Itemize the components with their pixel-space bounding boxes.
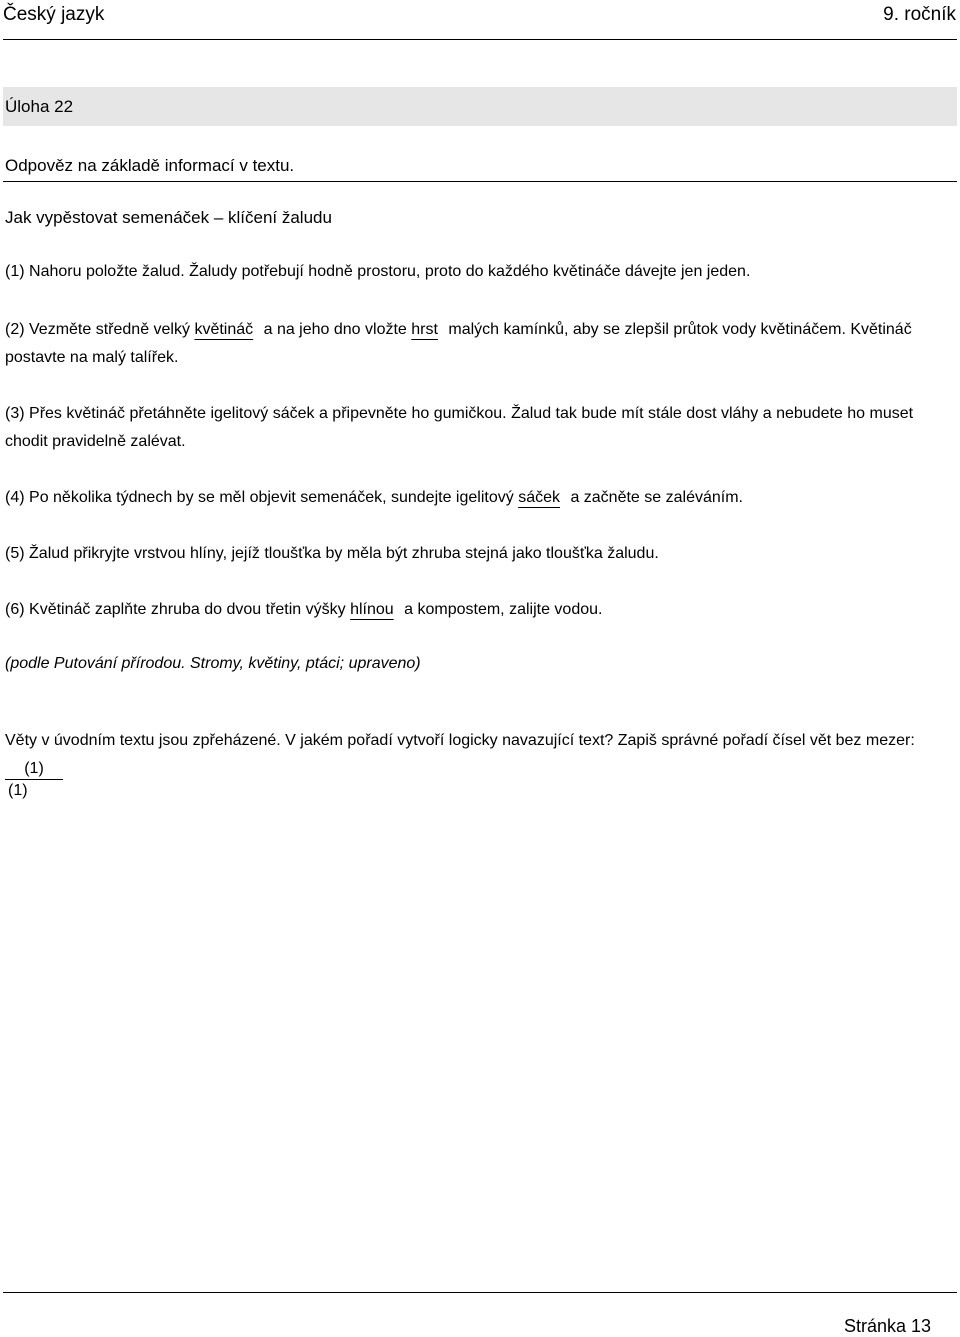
paragraph-6 — [5, 596, 955, 624]
task-instruction: Odpověz na základě informací v textu. — [5, 156, 295, 175]
paragraph-text: Po několika týdnech by se měl objevit semenáček, sundejte igelitový — [29, 489, 514, 506]
grade-label: 9. ročník — [883, 4, 956, 25]
paragraph-number: (3) — [5, 405, 25, 422]
paragraph-text: Květináč zaplňte zhruba do dvou třetin výšky — [29, 601, 346, 618]
underlined-word: hlínou — [350, 601, 394, 618]
answer-field[interactable]: (1) — [5, 759, 63, 780]
question-text: Věty v úvodním textu jsou zpřeházené. V jakém pořadí vytvoří logicky navazující text? Zapiš správné pořadí čísel vět bez mezer: — [5, 732, 915, 749]
question — [5, 727, 955, 783]
paragraph-text: malých kamínků, aby se zlepšil průtok vody květináčem. Květináč postavte na malý talířek. — [5, 321, 912, 366]
points-label: (1) — [8, 782, 28, 799]
task-title: Úloha 22 — [5, 97, 74, 116]
underlined-word: hrst — [411, 321, 438, 338]
subject-label: Český jazyk — [3, 4, 105, 25]
page-number: Stránka 13 — [843, 1316, 931, 1336]
footer-divider — [3, 1292, 957, 1293]
paragraph-5 — [5, 540, 955, 568]
paragraph-number: (6) — [5, 601, 25, 618]
paragraph-1 — [5, 258, 955, 286]
paragraph-text: Vezměte středně velký — [29, 321, 190, 338]
paragraph-text: Přes květináč přetáhněte igelitový sáček a připevněte ho gumičkou. Žalud tak bude mít stále dost vláhy a nebudete ho muset chodit pravidelně zalévat. — [5, 405, 914, 450]
paragraph-4 — [5, 484, 955, 512]
header-divider — [3, 39, 957, 40]
paragraph-number: (5) — [5, 545, 25, 562]
paragraph-text: Nahoru položte žalud. Žaludy potřebují hodně prostoru, proto do každého květináče dávejte jen jeden. — [29, 263, 751, 280]
paragraph-3 — [5, 400, 955, 456]
paragraph-number: (4) — [5, 489, 25, 506]
paragraph-text: a kompostem, zalijte vodou. — [404, 601, 603, 618]
underlined-word: květináč — [194, 321, 254, 338]
paragraph-number: (2) — [5, 321, 25, 338]
paragraph-text: a začněte se zaléváním. — [570, 489, 743, 506]
instruction-divider — [3, 181, 957, 182]
underlined-word: sáček — [518, 489, 560, 506]
article-title: Jak vypěstovat semenáček – klíčení žaludu — [5, 208, 332, 227]
source-citation: (podle Putování přírodou. Stromy, květiny, ptáci; upraveno) — [5, 655, 421, 672]
paragraph-text: Žalud přikryjte vrstvou hlíny, jejíž tloušťka by měla být zhruba stejná jako tloušťka žaludu. — [29, 545, 659, 562]
paragraph-number: (1) — [5, 263, 25, 280]
paragraph-2 — [5, 316, 955, 372]
paragraph-text: a na jeho dno vložte — [263, 321, 407, 338]
task-header-bar — [3, 87, 957, 126]
